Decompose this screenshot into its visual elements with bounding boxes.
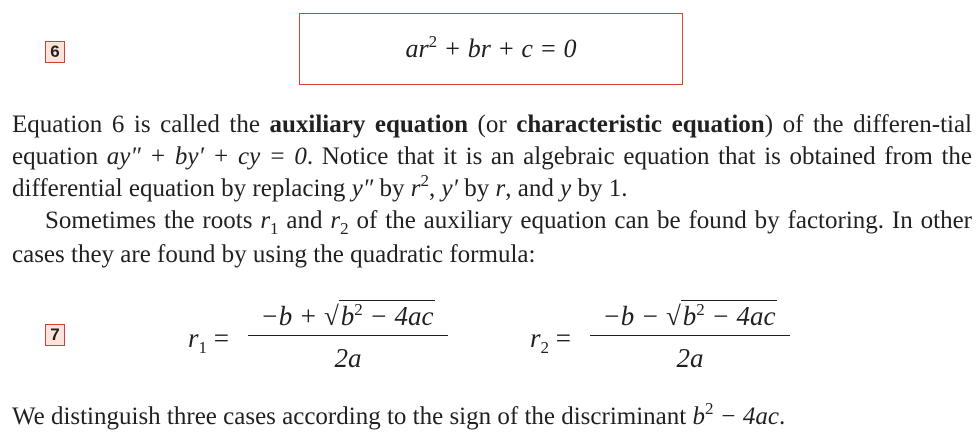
radicand: [339, 300, 436, 331]
math-exponent: 2: [354, 300, 363, 319]
paragraph-discriminant: [12, 401, 972, 435]
root1-fraction: [248, 299, 448, 376]
root2-lhs: [530, 323, 571, 357]
math: r: [530, 323, 541, 353]
text: Equation 6 is called the: [12, 111, 270, 138]
math-differential-equation: ay″ + by′ + cy = 0: [106, 143, 307, 170]
paragraph-roots: [12, 205, 972, 271]
math: y′: [441, 175, 459, 202]
math: y: [560, 175, 572, 202]
text: Sometimes the roots: [45, 207, 261, 234]
text: of the auxiliary equation can be found by factoring. In other cases they are found by using the quadratic formula:: [12, 207, 972, 268]
eq6-rest: + br + c = 0: [437, 34, 577, 63]
math-subscript: 1: [270, 219, 279, 238]
math: r: [495, 175, 506, 202]
root1-denominator: [248, 340, 448, 376]
text: , and: [505, 175, 561, 202]
fraction-bar: [248, 335, 448, 336]
text: (or: [467, 111, 517, 138]
text: . Notice that it is an algebraic equation that is obtained from the differential equation by replacing: [12, 143, 972, 202]
math: r: [260, 207, 271, 234]
term-characteristic-equation: characteristic equation: [516, 111, 765, 138]
text: by 1.: [571, 175, 628, 202]
root2-denominator: [590, 340, 790, 376]
text: ) of the differen-tial equation: [12, 111, 972, 170]
fraction-bar: [590, 335, 790, 336]
math: y″: [351, 175, 374, 202]
term-auxiliary-equation: auxiliary equation: [269, 111, 468, 138]
math-subscript: 2: [340, 219, 349, 238]
math: 2a: [676, 343, 704, 373]
math: r: [410, 175, 421, 202]
math: b: [692, 403, 705, 430]
math: − 4ac: [362, 301, 434, 331]
math: r: [188, 323, 199, 353]
root1-numerator: [248, 299, 448, 333]
math: b: [682, 301, 697, 331]
math: b: [340, 301, 355, 331]
auxiliary-equation: [300, 34, 682, 64]
math: r: [330, 207, 341, 234]
equals-sign: =: [549, 323, 571, 353]
math: 2a: [334, 343, 362, 373]
text: by: [373, 175, 411, 202]
text: We distinguish three cases according to the sign of the discriminant: [12, 403, 693, 430]
math-exponent: 2: [696, 300, 705, 319]
equation-number-6: 6: [45, 41, 65, 63]
eq6-term-ar: ar: [405, 34, 429, 63]
root2-numerator: [590, 299, 790, 333]
root1-lhs: [188, 323, 229, 357]
math-exponent: 2: [704, 399, 714, 418]
equals-sign: =: [207, 323, 229, 353]
root2-fraction: [590, 299, 790, 376]
radicand: [681, 300, 778, 331]
math-exponent: 2: [420, 171, 429, 190]
math-subscript: 1: [198, 338, 208, 357]
paragraph-auxiliary-definition: [12, 109, 972, 207]
text: and: [278, 207, 331, 234]
math-subscript: 2: [540, 338, 550, 357]
math: − 4ac: [713, 403, 779, 430]
eq6-exponent: 2: [428, 32, 438, 51]
math: −b − √: [602, 301, 681, 331]
equation-number-7: 7: [45, 324, 65, 346]
equation-box-auxiliary: [299, 13, 683, 85]
text: ,: [428, 175, 442, 202]
math: − 4ac: [704, 301, 776, 331]
text: .: [778, 403, 786, 430]
text: by: [458, 175, 496, 202]
math: −b + √: [260, 301, 339, 331]
